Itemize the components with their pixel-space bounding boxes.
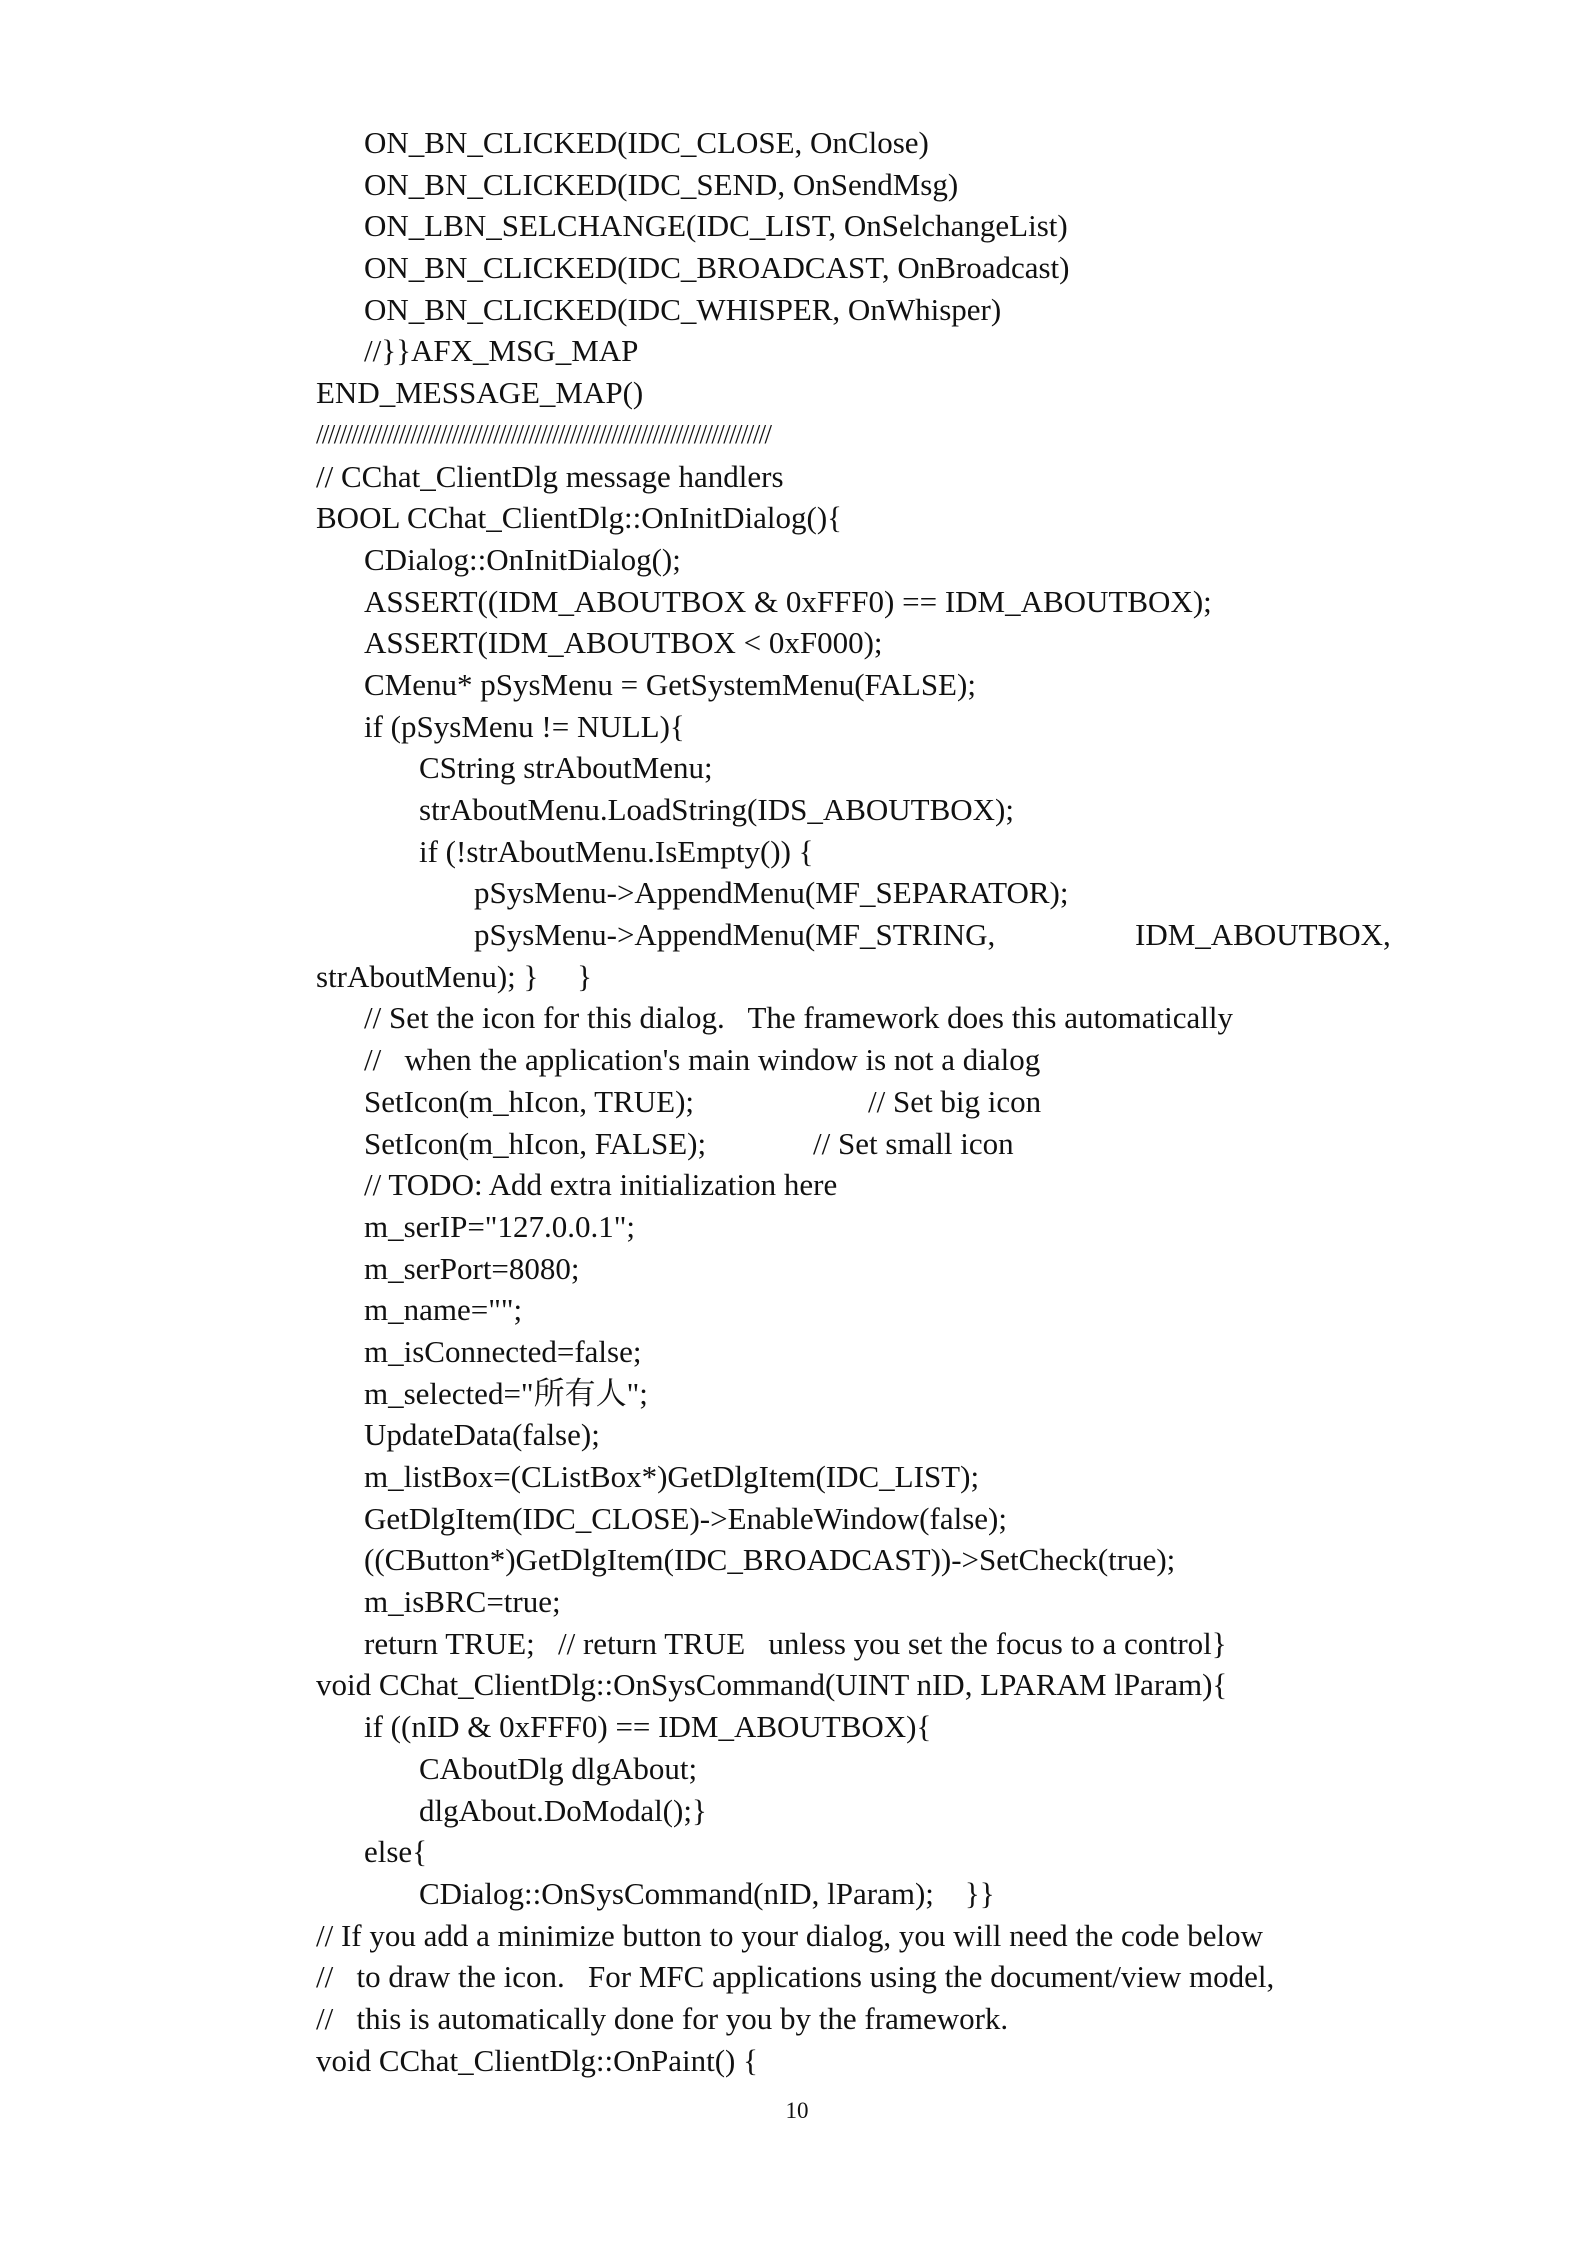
- code-line: strAboutMenu); } }: [316, 958, 593, 994]
- code-listing: [0, 122, 1594, 2081]
- code-line: if ((nID & 0xFFF0) == IDM_ABOUTBOX){: [364, 1709, 932, 1745]
- code-line: ON_BN_CLICKED(IDC_BROADCAST, OnBroadcast): [364, 250, 1070, 286]
- code-line: return TRUE; // return TRUE unless you set the focus to a control}: [364, 1625, 1227, 1661]
- code-line: else{: [364, 1834, 428, 1870]
- code-line: m_selected="所有人";: [364, 1375, 648, 1411]
- code-line: // TODO: Add extra initialization here: [364, 1167, 838, 1203]
- code-line: pSysMenu->AppendMenu(MF_SEPARATOR);: [474, 875, 1069, 911]
- code-line: m_isConnected=false;: [364, 1333, 642, 1369]
- code-line: ((CButton*)GetDlgItem(IDC_BROADCAST))->SetCheck(true);: [364, 1542, 1176, 1578]
- code-line: ON_BN_CLICKED(IDC_CLOSE, OnClose): [364, 125, 929, 160]
- code-line: // when the application's main window is not a dialog: [364, 1042, 1041, 1078]
- code-line: ASSERT((IDM_ABOUTBOX & 0xFFF0) == IDM_ABOUTBOX);: [364, 583, 1212, 619]
- code-line: if (pSysMenu != NULL){: [364, 708, 685, 744]
- code-line: /////////////////////////////////////////////////////////////////////////////: [316, 418, 771, 449]
- code-line: // Set the icon for this dialog. The framework does this automatically: [364, 1000, 1233, 1036]
- code-line: m_name="";: [364, 1292, 523, 1328]
- code-line: m_serIP="127.0.0.1";: [364, 1208, 635, 1244]
- code-line: ON_BN_CLICKED(IDC_WHISPER, OnWhisper): [364, 291, 1002, 327]
- code-line: //}}AFX_MSG_MAP: [364, 333, 639, 369]
- code-line: GetDlgItem(IDC_CLOSE)->EnableWindow(false);: [364, 1500, 1007, 1536]
- code-line: CAboutDlg dlgAbout;: [419, 1750, 698, 1786]
- code-line: ASSERT(IDM_ABOUTBOX < 0xF000);: [364, 625, 883, 661]
- code-line: CString strAboutMenu;: [419, 750, 713, 786]
- code-line: UpdateData(false);: [364, 1417, 600, 1453]
- code-line: m_isBRC=true;: [364, 1584, 561, 1620]
- code-line: void CChat_ClientDlg::OnSysCommand(UINT nID, LPARAM lParam){: [316, 1667, 1228, 1703]
- code-line: // this is automatically done for you by the framework.: [316, 2000, 1009, 2036]
- code-line: m_serPort=8080;: [364, 1250, 580, 1286]
- code-line: // CChat_ClientDlg message handlers: [316, 458, 784, 494]
- code-line: ON_BN_CLICKED(IDC_SEND, OnSendMsg): [364, 166, 959, 202]
- page-number: 10: [785, 2098, 809, 2123]
- code-line: dlgAbout.DoModal();}: [419, 1792, 707, 1828]
- code-line: CMenu* pSysMenu = GetSystemMenu(FALSE);: [364, 666, 976, 702]
- code-line: strAboutMenu.LoadString(IDS_ABOUTBOX);: [419, 792, 1014, 827]
- code-line: CDialog::OnInitDialog();: [364, 541, 681, 577]
- code-line: // If you add a minimize button to your dialog, you will need the code below: [316, 1917, 1264, 1953]
- code-line: pSysMenu->AppendMenu(MF_STRING, IDM_ABOUTBOX,: [474, 917, 1391, 953]
- code-line: m_listBox=(CListBox*)GetDlgItem(IDC_LIST);: [364, 1459, 980, 1494]
- code-line: CDialog::OnSysCommand(nID, lParam); }}: [419, 1875, 995, 1911]
- code-line: SetIcon(m_hIcon, TRUE); // Set big icon: [364, 1083, 1042, 1119]
- code-line: SetIcon(m_hIcon, FALSE); // Set small icon: [364, 1125, 1014, 1161]
- code-line: if (!strAboutMenu.IsEmpty()) {: [419, 833, 814, 869]
- code-line: BOOL CChat_ClientDlg::OnInitDialog(){: [316, 500, 843, 536]
- code-line: END_MESSAGE_MAP(): [316, 375, 644, 411]
- code-line: // to draw the icon. For MFC applications using the document/view model,: [316, 1959, 1275, 1995]
- code-line: ON_LBN_SELCHANGE(IDC_LIST, OnSelchangeList): [364, 208, 1068, 244]
- code-line: void CChat_ClientDlg::OnPaint() {: [316, 2042, 758, 2078]
